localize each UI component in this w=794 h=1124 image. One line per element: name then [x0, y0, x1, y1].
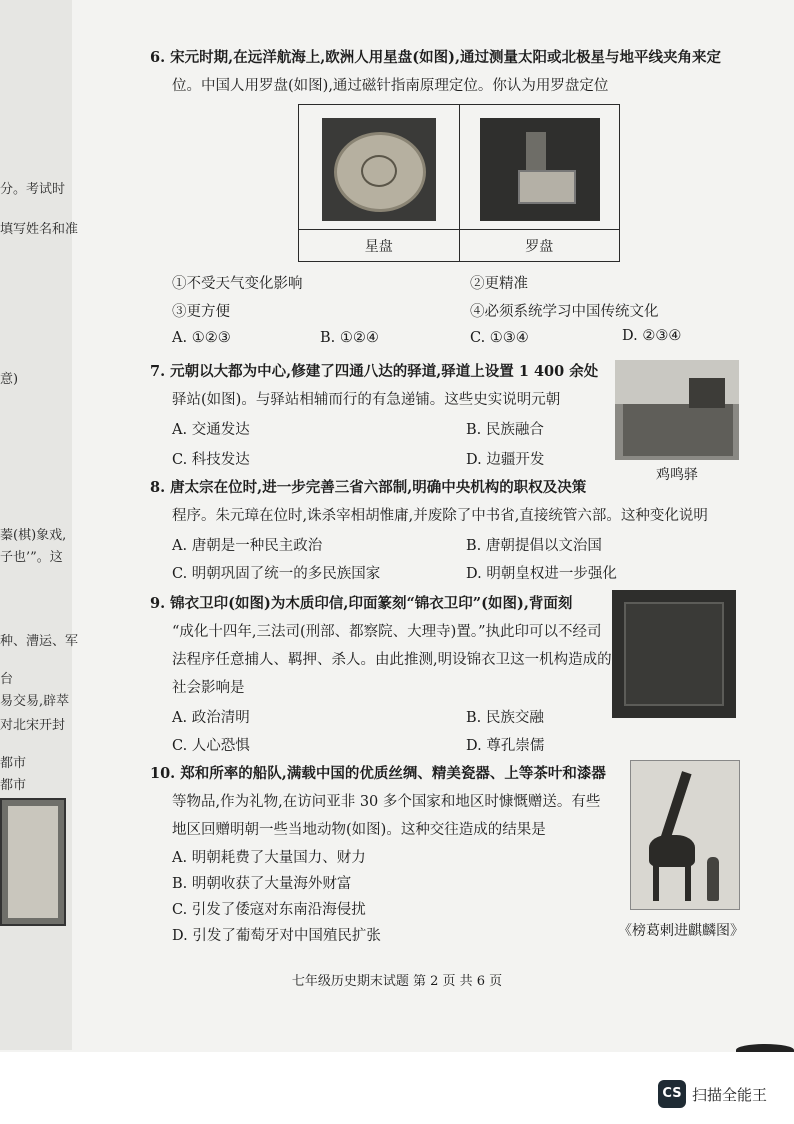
q9-stem-line-1: 9. 锦衣卫印(如图)为木质印信,印面篆刻“锦衣卫印”(如图),背面刻 [150, 595, 573, 612]
q7-option-c: C. 科技发达 [172, 452, 250, 468]
q6-option-c: C. ①③④ [470, 330, 529, 346]
q6-stem-line-1: 6. 宋元时期,在远洋航海上,欧洲人用星盘(如图),通过测量太阳或北极星与地平线夹角来定 [150, 49, 722, 66]
bleed-text: 分。考试时 [0, 182, 66, 197]
q6-item-3: ③更方便 [172, 304, 230, 320]
q9-option-d: D. 尊孔崇儒 [466, 738, 545, 754]
q10-option-b: B. 明朝收获了大量海外财富 [172, 876, 352, 892]
jiming-post-station-photo [615, 360, 739, 460]
bleed-text: 都市 [0, 756, 27, 771]
q6-option-a: A. ①②③ [172, 330, 231, 346]
q6-stem-line-2: 位。中国人用罗盘(如图),通过磁针指南原理定位。你认为用罗盘定位 [172, 78, 609, 94]
q7-option-b: B. 民族融合 [466, 422, 544, 438]
q6-item-1: ①不受天气变化影响 [172, 276, 303, 292]
q7-figure-caption: 鸡鸣驿 [656, 467, 698, 483]
q9-option-b: B. 民族交融 [466, 710, 544, 726]
compass-photo [480, 118, 600, 221]
q7-option-a: A. 交通发达 [172, 422, 250, 438]
q8-option-d: D. 明朝皇权进一步强化 [466, 566, 617, 582]
bleed-illustration [0, 798, 66, 926]
page-footer: 七年级历史期末试题 第 2 页 共 6 页 [291, 974, 503, 989]
q10-option-a: A. 明朝耗费了大量国力、财力 [172, 850, 366, 866]
q10-figure-caption: 《榜葛剌进麒麟图》 [618, 923, 744, 939]
bleed-text: 易交易,辟萃 [0, 694, 70, 709]
q6-option-b: B. ①②④ [320, 330, 379, 346]
bleed-text: 填写姓名和准 [0, 222, 79, 237]
q8-option-c: C. 明朝巩固了统一的多民族国家 [172, 566, 381, 582]
compass-caption: 罗盘 [459, 230, 620, 262]
q8-option-a: A. 唐朝是一种民主政治 [172, 538, 323, 554]
bleed-text: 意) [0, 372, 19, 387]
bleed-text: 台 [0, 672, 14, 687]
giraffe-painting [630, 760, 740, 910]
bleed-text: 对北宋开封 [0, 718, 66, 733]
q8-stem-line-2: 程序。朱元璋在位时,诛杀宰相胡惟庸,并废除了中书省,直接统管六部。这种变化说明 [172, 508, 708, 524]
q6-item-2: ②更精准 [470, 276, 528, 292]
astrolabe-photo [322, 118, 436, 221]
bleed-text: 种、漕运、军 [0, 634, 79, 649]
astrolabe-caption: 星盘 [299, 230, 460, 262]
q8-option-b: B. 唐朝提倡以文治国 [466, 538, 602, 554]
q7-option-d: D. 边疆开发 [466, 452, 545, 468]
bleed-text: 蓁(棋)象戏, [0, 528, 67, 543]
camscanner-logo: CS [658, 1080, 686, 1108]
camscanner-watermark: 扫描全能王 [692, 1086, 768, 1104]
q10-option-d: D. 引发了葡萄牙对中国殖民扩张 [172, 928, 381, 944]
q8-stem-line-1: 8. 唐太宗在位时,进一步完善三省六部制,明确中央机构的职权及决策 [150, 479, 587, 496]
q10-option-c: C. 引发了倭寇对东南沿海侵扰 [172, 902, 366, 918]
q7-stem-line-2: 驿站(如图)。与驿站相辅而行的有急递铺。这些史实说明元朝 [172, 392, 561, 408]
q6-option-d: D. ②③④ [622, 328, 682, 344]
bleed-text: 子也’”。这 [0, 550, 63, 565]
q6-item-4: ④必须系统学习中国传统文化 [470, 304, 659, 320]
q10-stem-line-2: 等物品,作为礼物,在访问亚非 30 多个国家和地区时慷慨赠送。有些 [172, 794, 601, 810]
q9-option-a: A. 政治清明 [172, 710, 250, 726]
q9-option-c: C. 人心恐惧 [172, 738, 250, 754]
q7-stem-line-1: 7. 元朝以大都为中心,修建了四通八达的驿道,驿道上设置 1 400 余处 [150, 363, 599, 380]
q10-stem-line-1: 10. 郑和所率的船队,满载中国的优质丝绸、精美瓷器、上等茶叶和漆器 [150, 765, 606, 782]
q9-stem-line-2: “成化十四年,三法司(刑部、都察院、大理寺)置。”执此印可以不经司 [172, 624, 602, 640]
bleed-text: 都市 [0, 778, 27, 793]
jinyiwei-seal-photo [612, 590, 736, 718]
q9-stem-line-3: 法程序任意捕人、羁押、杀人。由此推测,明设锦衣卫这一机构造成的 [172, 652, 612, 668]
q9-stem-line-4: 社会影响是 [172, 680, 245, 696]
q10-stem-line-3: 地区回赠明朝一些当地动物(如图)。这种交往造成的结果是 [172, 822, 546, 838]
